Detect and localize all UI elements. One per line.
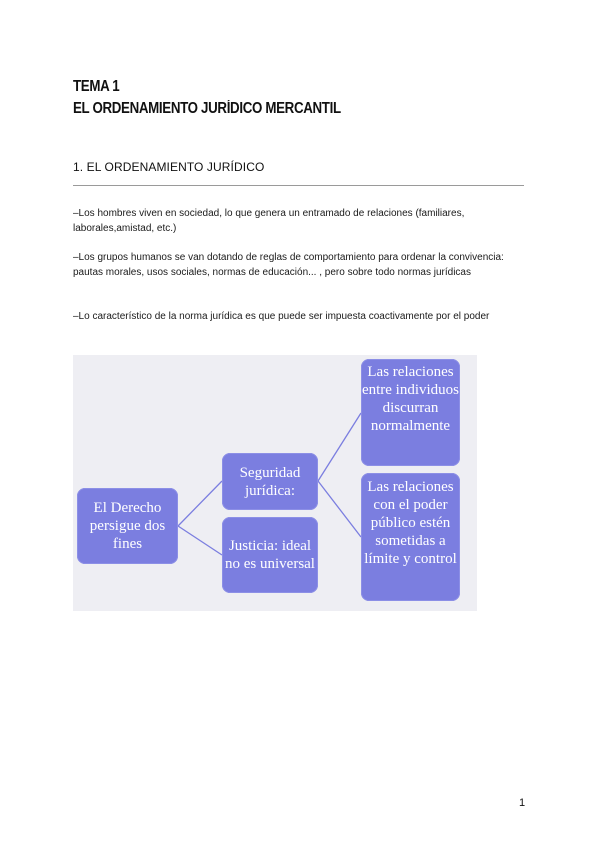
connector-seguridad-to-relaciones <box>318 413 361 481</box>
title-block <box>73 76 384 120</box>
concept-diagram <box>73 355 477 611</box>
diagram-poder-publico-box <box>361 473 460 601</box>
diagram-root-label: El Derecho persigue dos fines <box>89 500 166 552</box>
diagram-relaciones-box <box>361 359 460 466</box>
diagram-root-box <box>77 488 178 564</box>
page-number: 1 <box>519 797 526 809</box>
section-heading: 1. EL ORDENAMIENTO JURÍDICO <box>73 160 265 174</box>
paragraph-1: –Los hombres viven en sociedad, lo que genera un entramado de relaciones (familiares, laborales,amistad, etc.) <box>73 208 465 234</box>
connector-root-to-seguridad <box>178 481 222 526</box>
diagram-justicia-box <box>222 517 318 593</box>
diagram-seguridad-box <box>222 453 318 510</box>
paragraph-2: –Los grupos humanos se van dotando de reglas de comportamiento para ordenar la convivencia: pautas morales, usos sociales, normas de educación... , pero sobre todo normas jurídicas <box>73 252 504 278</box>
connector-root-to-justicia <box>178 526 222 555</box>
diagram-justicia-label: Justicia: ideal no es universal <box>225 538 315 572</box>
connector-seguridad-to-poder <box>318 481 361 537</box>
page-title: EL ORDENAMIENTO JURÍDICO MERCANTIL <box>73 100 341 117</box>
diagram-relaciones-label: Las relaciones entre individuos discurran normalmente <box>361 364 460 434</box>
diagram-seguridad-label: Seguridad jurídica: <box>239 464 301 499</box>
diagram-poder-publico-label: Las relaciones con el poder público estén sometidas a límite y control <box>364 479 457 567</box>
section-divider <box>73 185 524 186</box>
topic-number: TEMA 1 <box>73 78 120 95</box>
paragraph-3: –Lo característico de la norma jurídica es que puede ser impuesta coactivamente por el poder <box>73 311 490 322</box>
